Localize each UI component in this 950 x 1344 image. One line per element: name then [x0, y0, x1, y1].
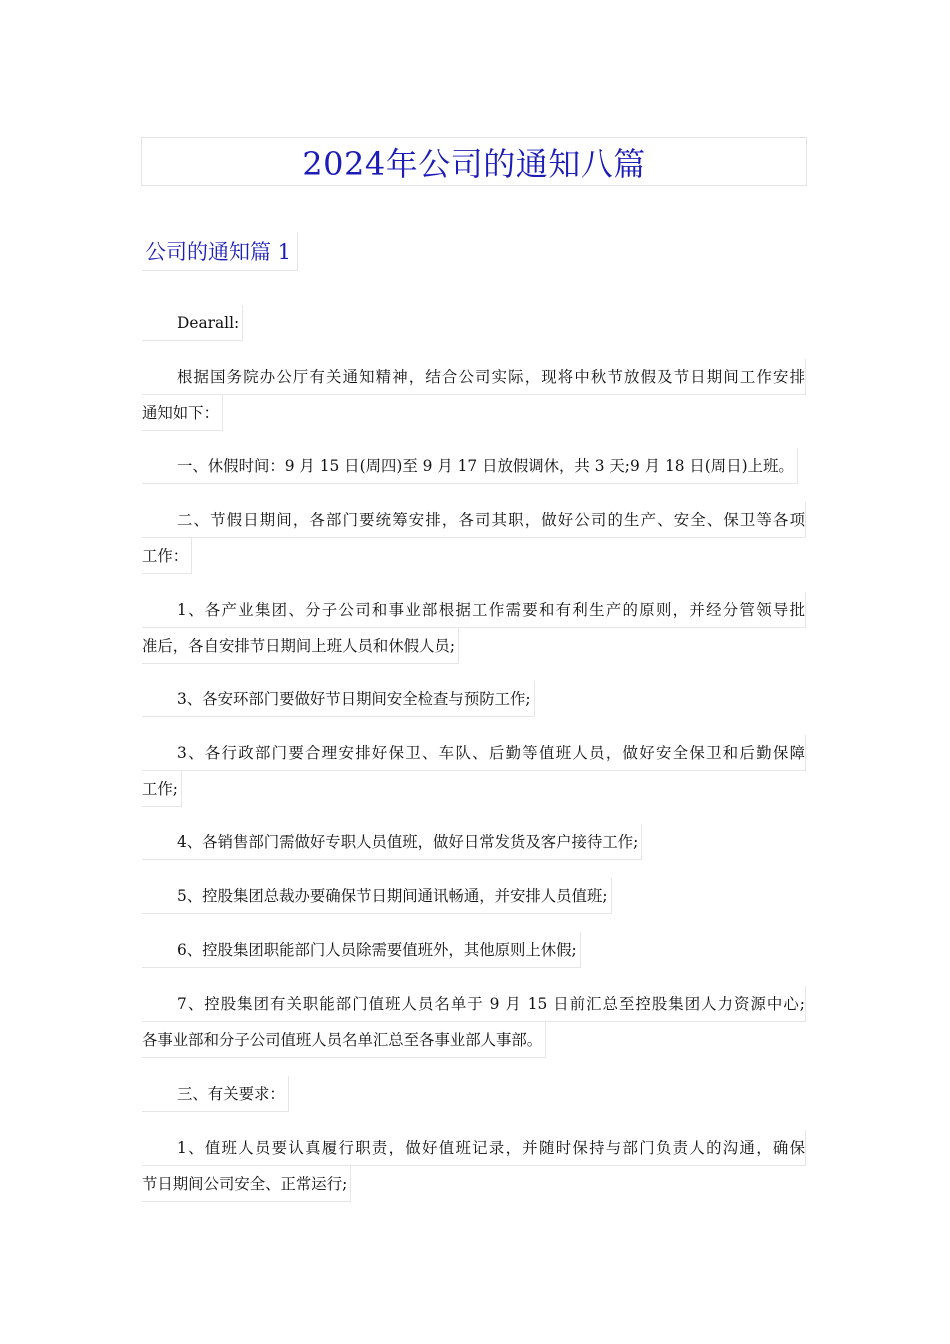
paragraph	[142, 592, 806, 664]
paragraph-line: 3、各安环部门要做好节日期间安全检查与预防工作;	[142, 681, 535, 717]
paragraph	[142, 448, 806, 484]
paragraph	[142, 878, 806, 914]
paragraph	[142, 502, 806, 574]
paragraph	[142, 932, 806, 968]
paragraph	[142, 986, 806, 1058]
paragraph	[142, 735, 806, 807]
paragraph-line: 节日期间公司安全、正常运行;	[142, 1166, 351, 1202]
paragraph-line: 工作：	[142, 538, 192, 574]
paragraph-line: 4、各销售部门需做好专职人员值班，做好日常发货及客户接待工作;	[142, 824, 642, 860]
paragraph	[142, 305, 806, 341]
paragraph-line: 准后，各自安排节日期间上班人员和休假人员;	[142, 628, 459, 664]
paragraph-line: 1、各产业集团、分子公司和事业部根据工作需要和有利生产的原则，并经分管领导批	[142, 592, 806, 628]
paragraph-line: 通知如下：	[142, 395, 223, 431]
paragraph-line: 一、休假时间：9 月 15 日(周四)至 9 月 17 日放假调休，共 3 天;9 月 18 日(周日)上班。	[142, 448, 798, 484]
paragraph	[142, 359, 806, 431]
paragraph-line: 根据国务院办公厅有关通知精神，结合公司实际，现将中秋节放假及节日期间工作安排	[142, 359, 806, 395]
paragraph-line: 工作;	[142, 771, 182, 807]
paragraph-line: 6、控股集团职能部门人员除需要值班外，其他原则上休假;	[142, 932, 581, 968]
paragraph-line: 各事业部和分子公司值班人员名单汇总至各事业部人事部。	[142, 1022, 546, 1058]
paragraph	[142, 1076, 806, 1112]
paragraph-line: Dearall:	[142, 305, 243, 341]
paragraph-line: 二、节假日期间，各部门要统筹安排，各司其职，做好公司的生产、安全、保卫等各项	[142, 502, 806, 538]
paragraph-line: 三、有关要求：	[142, 1076, 289, 1112]
paragraph-line: 5、控股集团总裁办要确保节日期间通讯畅通，并安排人员值班;	[142, 878, 612, 914]
paragraph	[142, 824, 806, 860]
paragraph-line: 7、控股集团有关职能部门值班人员名单于 9 月 15 日前汇总至控股集团人力资源中心;	[142, 986, 806, 1022]
paragraph-line: 3、各行政部门要合理安排好保卫、车队、后勤等值班人员，做好安全保卫和后勤保障	[142, 735, 806, 771]
section-heading: 公司的通知篇 1	[142, 232, 298, 271]
paragraph	[142, 1130, 806, 1202]
document-title: 2024年公司的通知八篇	[141, 137, 807, 186]
paragraph-line: 1、值班人员要认真履行职责，做好值班记录，并随时保持与部门负责人的沟通，确保	[142, 1130, 806, 1166]
paragraph	[142, 681, 806, 717]
